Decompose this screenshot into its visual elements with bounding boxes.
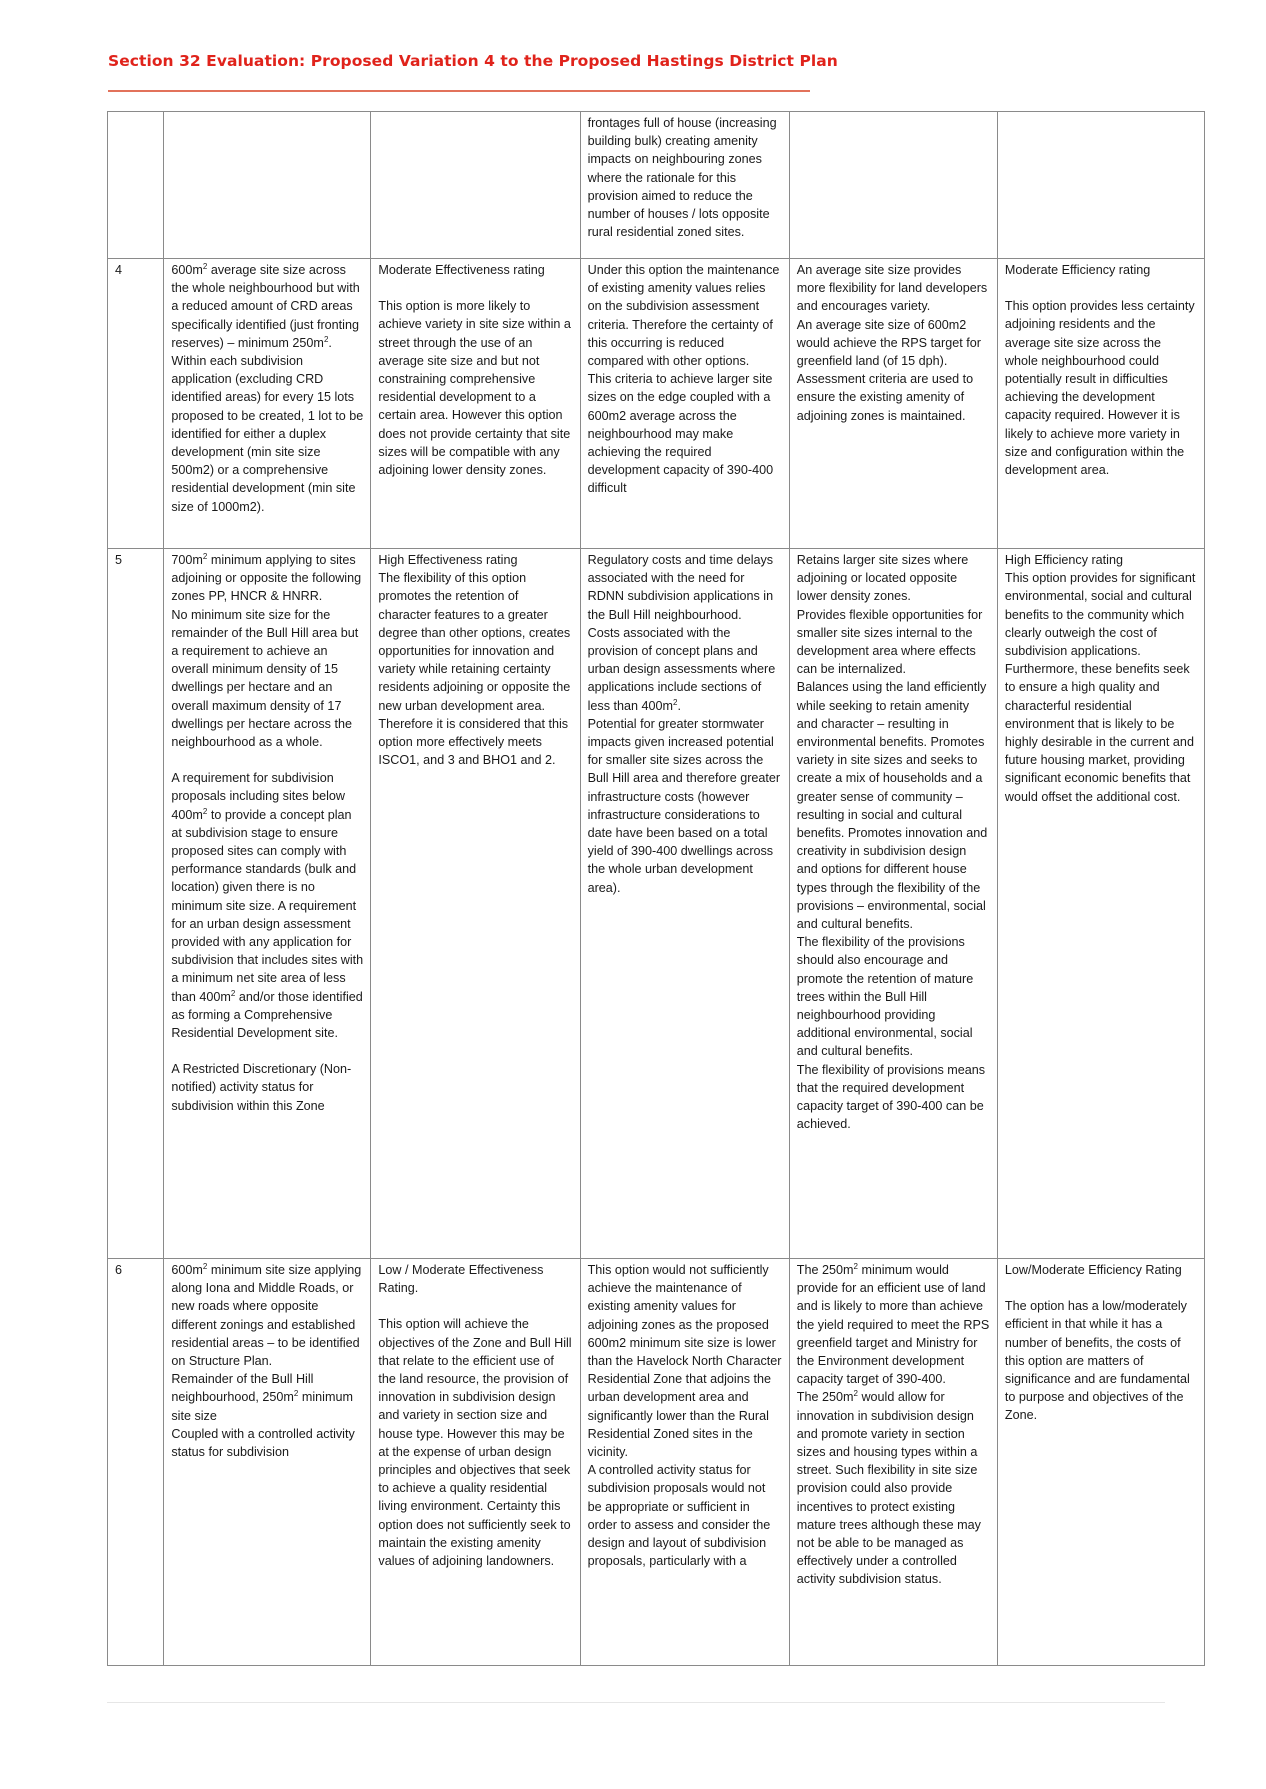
benefits-paragraph: The $250m^2$ minimum would provide for an efficient use of land and is likely to more than achieve the yield required to meet the RPS greenfield target and Ministry for the Environment development capacity target of 390-400. [796, 1261, 990, 1387]
cell-costs [580, 1259, 789, 1666]
effectiveness-paragraph: This option will achieve the objectives of the Zone and Bull Hill that relate to the efficient use of the land resource, the provision of innovation in subdivision design and variety in section size and house type. However this may be at the expense of urban design principles and objectives that seek to achieve a quality residential living environment. Certainty this option does not sufficiently seek to maintain the existing amenity values of adjoining landowners. [378, 1317, 572, 1569]
cell-number [108, 549, 164, 1259]
cell-effectiveness [371, 112, 580, 259]
cell-efficiency [997, 259, 1204, 549]
cell-benefits [789, 259, 997, 549]
cell-option [164, 112, 371, 259]
effectiveness-paragraph: The flexibility of this option promotes the retention of character features to a greater degree than other options, creates opportunities for innovation and variety while retaining certainty residents adjoining or opposite the new urban development area. Therefore it is considered that this option more effectively meets ISCO1, and 3 and BHO1 and 2. [378, 571, 571, 768]
costs-paragraph: Costs associated with the provision of concept plans and urban design assessments where applications include sections of less than $400m^2$. [587, 625, 776, 713]
effectiveness-paragraph: Moderate Effectiveness rating [378, 263, 545, 277]
cell-effectiveness [371, 549, 580, 1259]
cell-costs [580, 112, 789, 259]
costs-paragraph: frontages full of house (increasing building bulk) creating amenity impacts on neighbouring zones where the rationale for this provision aimed to reduce the number of houses / lots opposite rural residential zoned sites. [587, 116, 777, 240]
costs-paragraph: Regulatory costs and time delays associated with the need for RDNN subdivision applications in the Bull Hill neighbourhood. [587, 553, 774, 622]
superscript: 2 [293, 1389, 299, 1399]
effectiveness-paragraph: Low / Moderate Effectiveness Rating. [378, 1263, 544, 1296]
cell-efficiency [997, 112, 1204, 259]
option-paragraph: Coupled with a controlled activity status for subdivision [171, 1426, 355, 1460]
option-paragraph: A Restricted Discretionary (Non-notified) activity status for subdivision within this Zone [171, 1062, 352, 1113]
efficiency-paragraph: Moderate Efficiency rating [1004, 263, 1151, 277]
evaluation-table [107, 111, 1205, 1666]
cell-benefits [789, 1259, 997, 1666]
costs-paragraph: This criteria to achieve larger site sizes on the edge coupled with a 600m2 average across the neighbourhood may make achieving the required development capacity of 390-400 difficult [587, 372, 774, 496]
option-paragraph: $600m^2$ minimum site size applying along Iona and Middle Roads, or new roads where opposite different zonings and established residential areas – to be identified on Structure Plan. [171, 1261, 362, 1369]
cell-costs [580, 549, 789, 1259]
cell-option [164, 1259, 371, 1666]
option-paragraph: $600m^2$ average site size across the whole neighbourhood but with a reduced amount of CRD areas specifically identified (just fronting reserves) – minimum $250m^2$. [171, 261, 360, 350]
efficiency-paragraph: Low/Moderate Efficiency Rating [1004, 1263, 1182, 1277]
superscript: 2 [202, 551, 208, 561]
costs-paragraph: Under this option the maintenance of existing amenity values relies on the subdivision assessment criteria. Therefore the certainty of this occurring is reduced compared with other options. [587, 263, 780, 369]
table-row [108, 259, 1205, 549]
superscript: 2 [673, 697, 678, 707]
benefits-paragraph: Retains larger site sizes where adjoining or located opposite lower density zones. [796, 553, 969, 604]
benefits-paragraph: An average site size provides more flexibility for land developers and encourages variety. [796, 263, 988, 314]
cell-number [108, 112, 164, 259]
cell-efficiency [997, 1259, 1204, 1666]
option-number: 6 [115, 1263, 123, 1277]
table-row [108, 549, 1205, 1259]
option-paragraph: $700m^2$ minimum applying to sites adjoining or opposite the following zones PP, HNCR & HNRR. [171, 551, 362, 604]
cell-option [164, 259, 371, 549]
benefits-paragraph: Balances using the land efficiently while seeking to retain amenity and character – resulting in environmental benefits. Promotes variety in site sizes and seeks to create a mix of households and a greater sense of community – resulting in social and cultural benefits. Promotes innovation and creativity in subdivision design and options for different house types through the flexibility of the provisions – environmental, social and cultural benefits. [796, 680, 988, 932]
paragraph-gap [171, 751, 363, 769]
superscript: 2 [202, 1261, 208, 1271]
cell-costs [580, 259, 789, 549]
cell-benefits [789, 112, 997, 259]
paragraph-gap [378, 1297, 572, 1315]
benefits-paragraph: The $250m^2$ would allow for innovation in subdivision design and promote variety in section sizes and housing types within a street. Such flexibility in site size provision could also provide incentives to protect existing mature trees although these may not be able to be managed as effectively under a controlled activity subdivision status. [796, 1389, 981, 1587]
superscript: 2 [853, 1389, 858, 1399]
footer-divider [107, 1702, 1165, 1703]
option-number: 4 [115, 263, 123, 277]
cell-number [108, 1259, 164, 1666]
superscript: 2 [202, 261, 208, 271]
cell-efficiency [997, 549, 1204, 1259]
efficiency-paragraph: The option has a low/moderately efficient in that while it has a number of benefits, the costs of this option are matters of significance and are fundamental to purpose and objectives of the Zone. [1004, 1299, 1190, 1423]
option-paragraph: Remainder of the Bull Hill neighbourhood, $250m^2$ minimum site size [171, 1372, 353, 1423]
table-row [108, 1259, 1205, 1666]
benefits-paragraph: An average site size of 600m2 would achieve the RPS target for greenfield land (of 15 dph). Assessment criteria are used to ensure the existing amenity of adjoining zones is maintained. [796, 317, 981, 423]
superscript: 2 [853, 1261, 858, 1271]
cell-number [108, 259, 164, 549]
option-paragraph: A requirement for subdivision proposals including sites below $400m^2$ to provide a concept plan at subdivision stage to ensure proposed sites can comply with performance standards (bulk and location) given there is no minimum site size. A requirement for an urban design assessment provided with any application for subdivision that includes sites with a minimum net site area of less than $400m^2$ and/or those identified as forming a Comprehensive Residential Development site. [171, 771, 364, 1041]
efficiency-paragraph: High Efficiency rating [1004, 553, 1123, 567]
superscript: 2 [202, 806, 208, 816]
page-header-title: Section 32 Evaluation: Proposed Variation 4 to the Proposed Hastings District Plan [108, 52, 838, 70]
header-divider [108, 90, 810, 92]
cell-effectiveness [371, 259, 580, 549]
paragraph-gap [378, 279, 572, 297]
effectiveness-paragraph: High Effectiveness rating [378, 553, 518, 567]
benefits-paragraph: The flexibility of provisions means that the required development capacity target of 390-400 can be achieved. [796, 1062, 986, 1132]
superscript: 2 [230, 988, 236, 998]
effectiveness-paragraph: This option is more likely to achieve variety in site size within a street through the use of an average site size and but not constraining comprehensive residential development to a certain area. However this option does not provide certainty that site sizes will be compatible with any adjoining lower density zones. [378, 299, 571, 478]
cell-benefits [789, 549, 997, 1259]
table-row [108, 112, 1205, 259]
benefits-paragraph: Provides flexible opportunities for smaller site sizes internal to the development area where effects can be internalized. [796, 607, 983, 677]
cell-option [164, 549, 371, 1259]
option-number: 5 [115, 553, 123, 567]
paragraph-gap [171, 1042, 363, 1060]
costs-paragraph: This option would not sufficiently achieve the maintenance of existing amenity values for adjoining zones as the proposed 600m2 minimum site size is lower than the Havelock North Character Residential Zone that adjoins the urban development area and significantly lower than the Rural Residential Zoned sites in the vicinity. [587, 1263, 782, 1460]
efficiency-paragraph: This option provides less certainty adjoining residents and the average site size across the whole neighbourhood could potentially result in difficulties achieving the development capacity required. However it is likely to achieve more variety in size and configuration within the development area. [1004, 299, 1195, 478]
option-paragraph: No minimum site size for the remainder of the Bull Hill area but a requirement to achieve an overall minimum density of 15 dwellings per hectare and an overall maximum density of 17 dwellings per hectare across the neighbourhood as a whole. [171, 607, 359, 750]
superscript: 2 [323, 334, 329, 344]
option-paragraph: Within each subdivision application (excluding CRD identified areas) for every 15 lots proposed to be created, 1 lot to be identified for either a duplex development (min site size 500m2) or a comprehensive residential development (min site size of 1000m2). [171, 354, 364, 514]
paragraph-gap [1005, 279, 1197, 297]
efficiency-paragraph: This option provides for significant environmental, social and cultural benefits to the community which clearly outweigh the cost of subdivision applications. Furthermore, these benefits seek to ensure a high quality and characterful residential environment that is likely to be highly desirable in the current and future housing market, providing significant economic benefits that would offset the additional cost. [1004, 571, 1196, 804]
paragraph-gap [1005, 1279, 1197, 1297]
costs-paragraph: Potential for greater stormwater impacts given increased potential for smaller site sizes across the Bull Hill area and therefore greater infrastructure costs (however infrastructure considerations to date have been based on a total yield of 390-400 dwellings across the whole urban development area). [587, 716, 781, 895]
benefits-paragraph: The flexibility of the provisions should also encourage and promote the retention of mature trees within the Bull Hill neighbourhood providing additional environmental, social and cultural benefits. [796, 935, 974, 1059]
costs-paragraph: A controlled activity status for subdivision proposals would not be appropriate or sufficient in order to assess and consider the design and layout of subdivision proposals, particularly with a [587, 1463, 771, 1569]
cell-effectiveness [371, 1259, 580, 1666]
